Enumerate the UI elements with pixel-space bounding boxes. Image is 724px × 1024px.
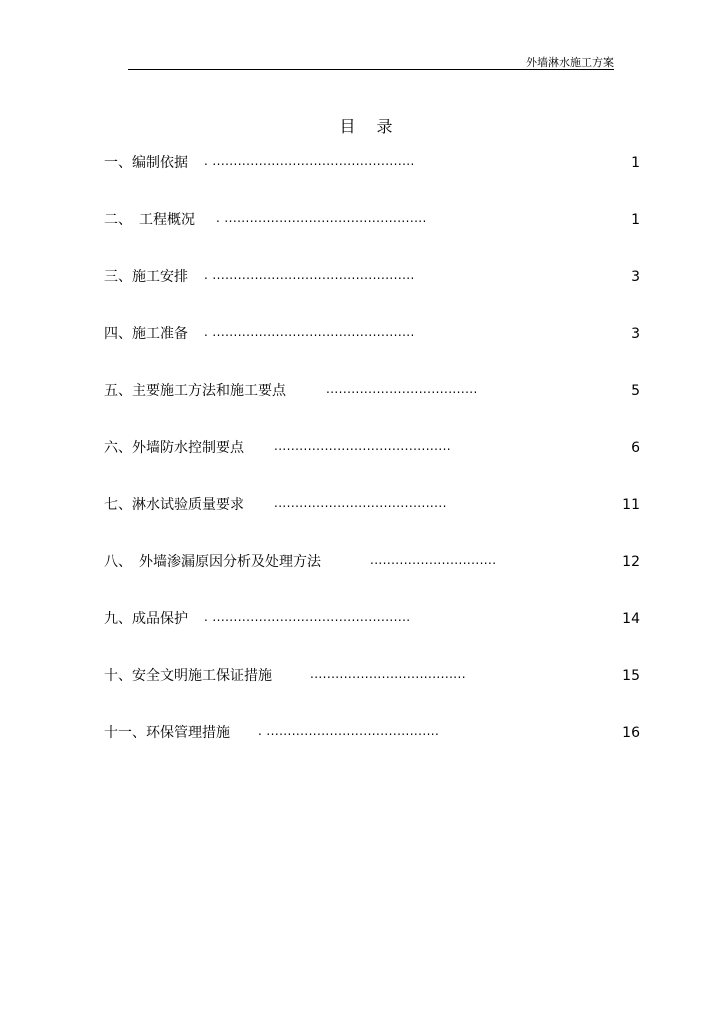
toc-entry[interactable] [104,323,640,345]
toc-entry-label: 六、外墙防水控制要点 [104,440,244,456]
toc-leader-dots: . ............................................... [204,610,411,624]
toc-entry-label: 五、主要施工方法和施工要点 [104,383,286,399]
header-rule [128,69,614,70]
toc-entry-label: 十、安全文明施工保证措施 [104,668,272,684]
toc-entry[interactable] [104,152,640,174]
toc-leader-dots: . ................................................ [216,211,427,225]
toc-entry[interactable] [104,494,640,516]
toc-leader-dots: . ......................................... [258,724,440,738]
toc-leader-dots: .................................... [326,382,478,396]
toc-entry-label: 三、施工安排 [104,269,188,285]
toc-entry-label: 八、 外墙渗漏原因分析及处理方法 [104,554,321,570]
toc-page-number: 16 [622,725,640,741]
toc-page-number: 1 [631,212,640,228]
toc-entry[interactable] [104,665,640,687]
toc-leader-dots: ......................................... [274,496,447,510]
toc-leader-dots: . ................................................ [204,268,415,282]
toc-entry-label: 九、成品保护 [104,611,188,627]
toc-entry[interactable] [104,380,640,402]
toc-entry-label: 七、淋水试验质量要求 [104,497,244,513]
running-header-title: 外墙淋水施工方案 [526,56,614,69]
toc-page-number: 3 [631,269,640,285]
toc-leader-dots: .......................................... [274,439,452,453]
toc-page-number: 14 [622,611,640,627]
toc-entry[interactable] [104,608,640,630]
toc-leader-dots: ..................................... [310,667,466,681]
toc-entry-label: 二、 工程概况 [104,212,195,228]
toc-page-number: 15 [622,668,640,684]
toc-entry-label: 四、施工准备 [104,326,188,342]
toc-entry[interactable] [104,437,640,459]
toc-title: 目 录 [339,117,401,136]
toc-entry[interactable] [104,722,640,744]
toc-entry[interactable] [104,551,640,573]
toc-page-number: 3 [631,326,640,342]
toc-leader-dots: .............................. [370,553,497,567]
toc-page-number: 6 [631,440,640,456]
toc-entry-label: 一、编制依据 [104,155,188,171]
toc-entry[interactable] [104,266,640,288]
toc-leader-dots: . ................................................ [204,325,415,339]
toc-page-number: 11 [622,497,640,513]
toc-entry-label: 十一、环保管理措施 [104,725,230,741]
toc-leader-dots: . ................................................ [204,154,415,168]
toc-entry[interactable] [104,209,640,231]
toc-page-number: 1 [631,155,640,171]
toc-page-number: 12 [622,554,640,570]
toc-page-number: 5 [631,383,640,399]
